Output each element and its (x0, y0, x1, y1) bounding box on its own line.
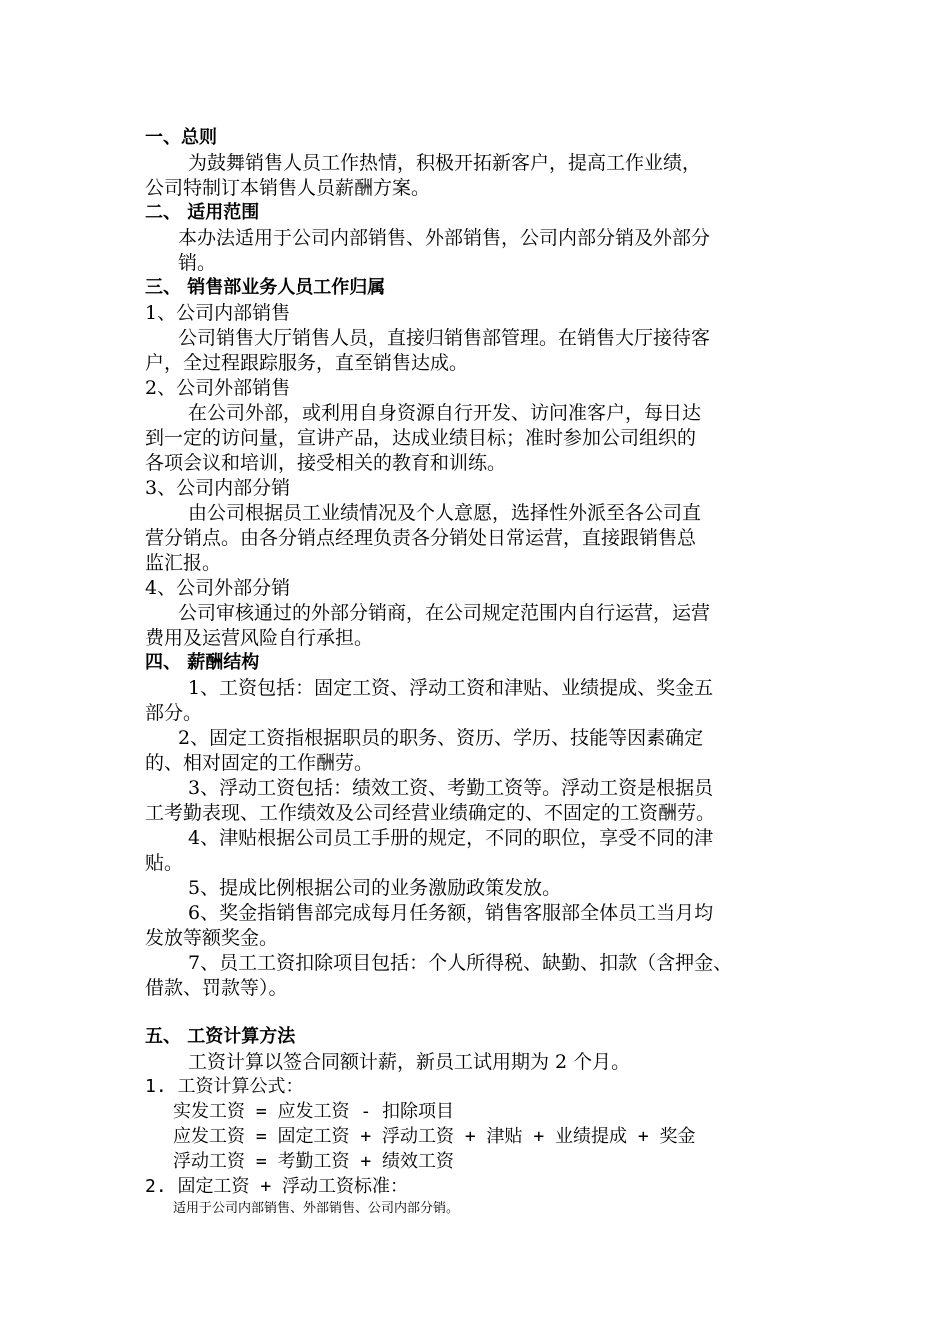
paragraph-line: 6、奖金指销售部完成每月任务额，销售客服部全体员工当月均 (188, 902, 714, 924)
section-heading-scope: 二、 适用范围 (145, 202, 260, 223)
subsection-title: 2、公司外部销售 (145, 377, 291, 399)
paragraph-line: 发放等额奖金。 (145, 927, 279, 949)
paragraph-line: 公司特制订本销售人员薪酬方案。 (145, 177, 431, 199)
paragraph-line: 公司审核通过的外部分销商，在公司规定范围内自行运营，运营 (178, 602, 711, 624)
paragraph-line: 工资计算以签合同额计薪，新员工试用期为 2 个月。 (188, 1051, 631, 1073)
formula-line: 应发工资 = 固定工资 + 浮动工资 + 津贴 + 业绩提成 + 奖金 (173, 1126, 696, 1147)
subsection-title: 1、公司内部销售 (145, 302, 291, 324)
note-text: 适用于公司内部销售、外部销售、公司内部分销。 (173, 1201, 460, 1216)
paragraph-line: 7、员工工资扣除项目包括：个人所得税、缺勤、扣款（含押金、 (188, 952, 733, 974)
paragraph-line: 营分销点。由各分销点经理负责各分销处日常运营，直接跟销售总 (145, 527, 697, 549)
paragraph-line: 监汇报。 (145, 552, 222, 574)
paragraph-line: 费用及运营风险自行承担。 (145, 627, 374, 649)
subsection-title: 3、公司内部分销 (145, 477, 291, 499)
paragraph-line: 各项会议和培训，接受相关的教育和训练。 (145, 452, 507, 474)
subsection-title: 4、公司外部分销 (145, 577, 291, 599)
formula-line: 实发工资 = 应发工资 - 扣除项目 (173, 1101, 455, 1122)
paragraph-line: 的、相对固定的工作酬劳。 (145, 752, 374, 774)
section-heading-work-attribution: 三、 销售部业务人员工作归属 (145, 277, 386, 298)
numbered-item: 2. 固定工资 + 浮动工资标准： (145, 1176, 409, 1197)
paragraph-line: 在公司外部，或利用自身资源自行开发、访问准客户，每日达 (188, 402, 702, 424)
paragraph-line: 3、浮动工资包括：绩效工资、考勤工资等。浮动工资是根据员 (188, 777, 714, 799)
paragraph-line: 贴。 (145, 852, 184, 874)
section-heading-salary-calculation: 五、 工资计算方法 (145, 1026, 296, 1047)
paragraph-line: 1、工资包括：固定工资、浮动工资和津贴、业绩提成、奖金五 (188, 677, 714, 699)
paragraph-line: 借款、罚款等）。 (145, 977, 288, 999)
paragraph-line: 本办法适用于公司内部销售、外部销售，公司内部分销及外部分 (178, 227, 711, 249)
paragraph-line: 销。 (178, 252, 217, 274)
paragraph-line: 2、固定工资指根据职员的职务、资历、学历、技能等因素确定 (178, 727, 704, 749)
paragraph-line: 到一定的访问量，宣讲产品，达成业绩目标；准时参加公司组织的 (145, 427, 697, 449)
section-heading-general: 一、总则 (145, 127, 217, 148)
numbered-item: 1. 工资计算公式： (145, 1076, 304, 1097)
paragraph-line: 工考勤表现、工作绩效及公司经营业绩确定的、不固定的工资酬劳。 (145, 802, 716, 824)
paragraph-line: 户，全过程跟踪服务，直至销售达成。 (145, 352, 469, 374)
formula-line: 浮动工资 = 考勤工资 + 绩效工资 (173, 1151, 455, 1172)
section-heading-compensation-structure: 四、 薪酬结构 (145, 652, 260, 673)
paragraph-line: 4、津贴根据公司员工手册的规定，不同的职位，享受不同的津 (188, 827, 714, 849)
paragraph-line: 部分。 (145, 702, 203, 724)
paragraph-line: 为鼓舞销售人员工作热情，积极开拓新客户，提高工作业绩， (188, 152, 702, 174)
paragraph-line: 由公司根据员工业绩情况及个人意愿，选择性外派至各公司直 (188, 502, 702, 524)
paragraph-line: 公司销售大厅销售人员，直接归销售部管理。在销售大厅接待客 (178, 327, 711, 349)
paragraph-line: 5、提成比例根据公司的业务激励政策发放。 (188, 877, 562, 899)
